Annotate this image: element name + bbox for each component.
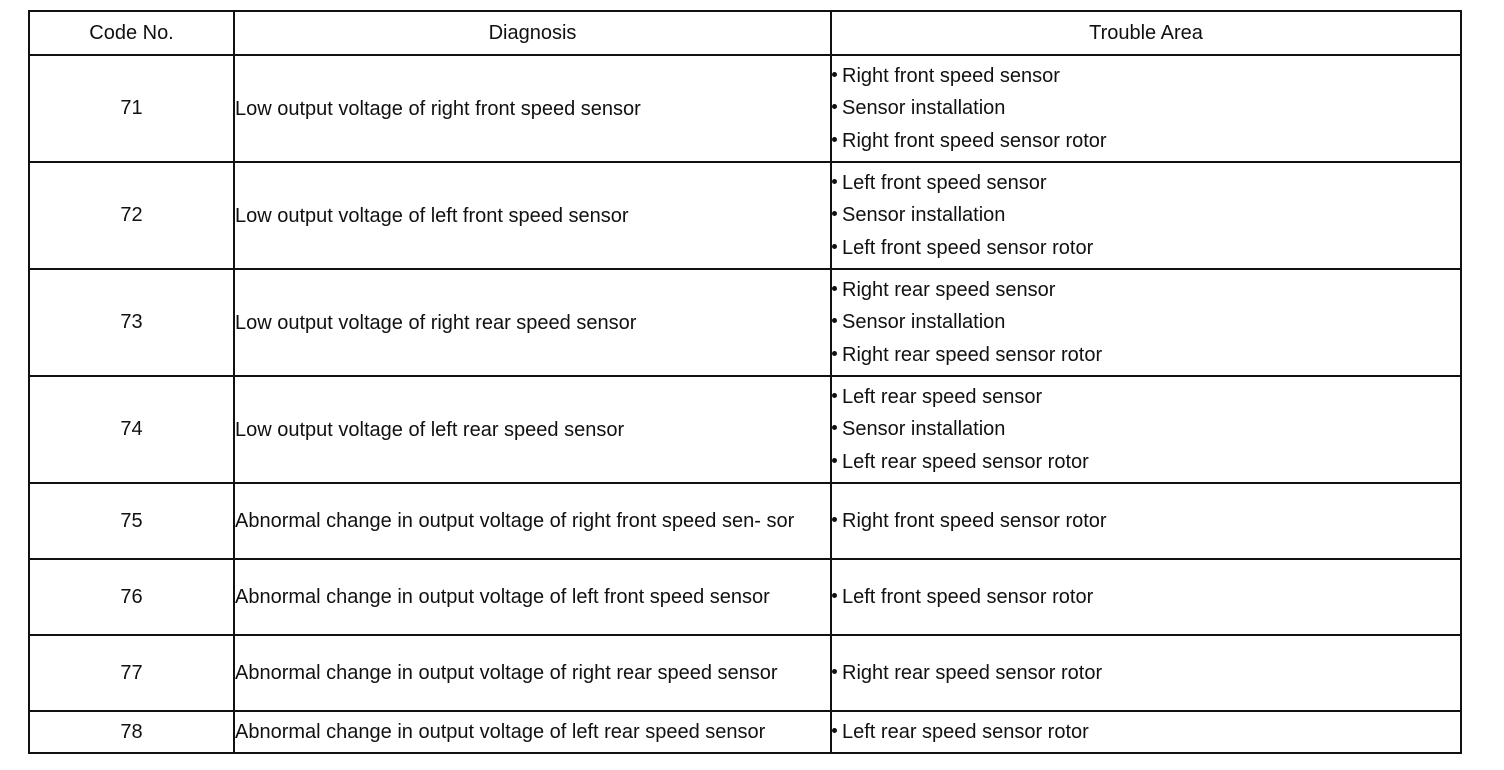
- table-row: [29, 269, 1461, 376]
- trouble-area-item: Right front speed sensor rotor: [832, 505, 1460, 538]
- bullet-icon: [832, 179, 837, 184]
- trouble-area-item: Sensor installation: [832, 413, 1460, 446]
- table-row: [29, 376, 1461, 483]
- trouble-area-cell: [831, 635, 1461, 711]
- bullet-icon: [832, 286, 837, 291]
- trouble-area-cell: [831, 711, 1461, 753]
- trouble-area-item: Left rear speed sensor rotor: [832, 446, 1460, 479]
- code-cell: 77: [29, 635, 234, 711]
- trouble-area-cell: [831, 559, 1461, 635]
- code-cell: 75: [29, 483, 234, 559]
- diagnosis-cell: Abnormal change in output voltage of right front speed sen- sor: [234, 483, 831, 559]
- code-cell: 73: [29, 269, 234, 376]
- trouble-area-item: Sensor installation: [832, 306, 1460, 339]
- bullet-icon: [832, 393, 837, 398]
- table-row: [29, 55, 1461, 162]
- bullet-icon: [832, 211, 837, 216]
- bullet-icon: [832, 517, 837, 522]
- trouble-area-item: Left rear speed sensor rotor: [832, 716, 1460, 749]
- diagnosis-cell: Low output voltage of left front speed sensor: [234, 162, 831, 269]
- table-row: [29, 711, 1461, 753]
- trouble-area-item: Right front speed sensor: [832, 60, 1460, 93]
- bullet-icon: [832, 669, 837, 674]
- diagnosis-cell: Low output voltage of right rear speed sensor: [234, 269, 831, 376]
- code-cell: 74: [29, 376, 234, 483]
- trouble-area-item: Right rear speed sensor: [832, 274, 1460, 307]
- header-code-no: Code No.: [29, 11, 234, 55]
- trouble-area-item: Left rear speed sensor: [832, 381, 1460, 414]
- trouble-area-item: Left front speed sensor rotor: [832, 581, 1460, 614]
- diagnosis-cell: Abnormal change in output voltage of left front speed sensor: [234, 559, 831, 635]
- code-cell: 72: [29, 162, 234, 269]
- table-row: [29, 635, 1461, 711]
- trouble-area-item: Left front speed sensor rotor: [832, 232, 1460, 265]
- bullet-icon: [832, 728, 837, 733]
- diagnostic-code-table: [28, 10, 1462, 754]
- bullet-icon: [832, 458, 837, 463]
- bullet-icon: [832, 104, 837, 109]
- bullet-icon: [832, 72, 837, 77]
- header-trouble-area: Trouble Area: [831, 11, 1461, 55]
- code-cell: 76: [29, 559, 234, 635]
- bullet-icon: [832, 425, 837, 430]
- trouble-area-cell: [831, 162, 1461, 269]
- diagnosis-cell: Abnormal change in output voltage of left rear speed sensor: [234, 711, 831, 753]
- diagnosis-cell: Abnormal change in output voltage of right rear speed sensor: [234, 635, 831, 711]
- trouble-area-cell: [831, 483, 1461, 559]
- table-row: [29, 559, 1461, 635]
- trouble-area-item: Sensor installation: [832, 92, 1460, 125]
- trouble-area-item: Right rear speed sensor rotor: [832, 339, 1460, 372]
- bullet-icon: [832, 318, 837, 323]
- trouble-area-cell: [831, 55, 1461, 162]
- trouble-area-item: Right rear speed sensor rotor: [832, 657, 1460, 690]
- code-cell: 71: [29, 55, 234, 162]
- table-row: [29, 162, 1461, 269]
- bullet-icon: [832, 351, 837, 356]
- bullet-icon: [832, 593, 837, 598]
- header-diagnosis: Diagnosis: [234, 11, 831, 55]
- diagnosis-cell: Low output voltage of left rear speed sensor: [234, 376, 831, 483]
- code-cell: 78: [29, 711, 234, 753]
- trouble-area-cell: [831, 269, 1461, 376]
- table-row: [29, 483, 1461, 559]
- trouble-area-item: Sensor installation: [832, 199, 1460, 232]
- trouble-area-item: Left front speed sensor: [832, 167, 1460, 200]
- trouble-area-item: Right front speed sensor rotor: [832, 125, 1460, 158]
- diagnosis-cell: Low output voltage of right front speed sensor: [234, 55, 831, 162]
- table-header-row: [29, 11, 1461, 55]
- bullet-icon: [832, 137, 837, 142]
- trouble-area-cell: [831, 376, 1461, 483]
- bullet-icon: [832, 244, 837, 249]
